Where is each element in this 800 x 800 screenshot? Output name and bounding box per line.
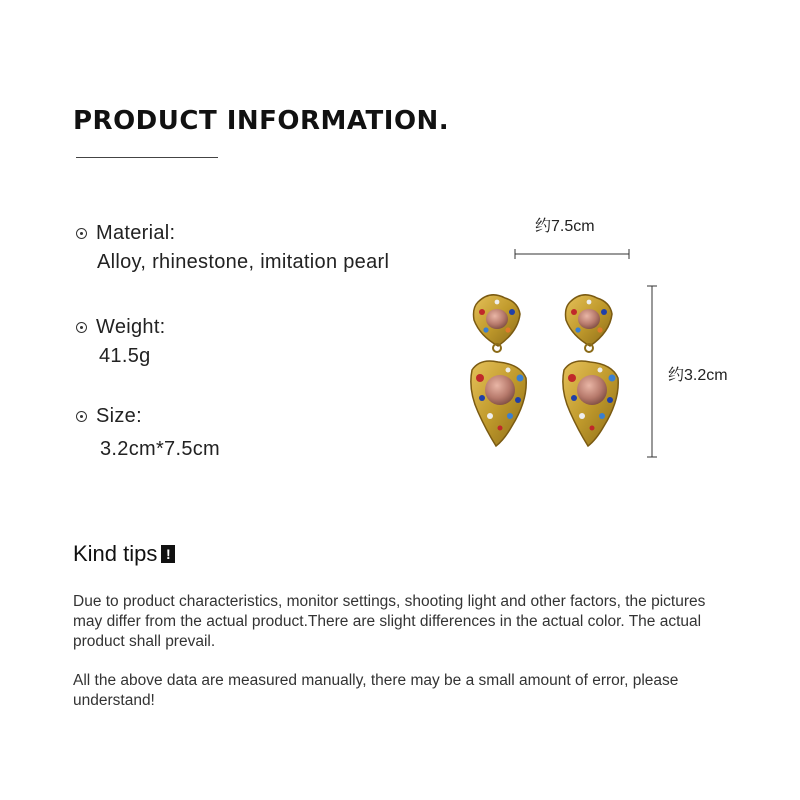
page-title: PRODUCT INFORMATION. xyxy=(73,106,450,136)
spec-label: Weight: xyxy=(96,316,166,338)
spec-value: 41.5g xyxy=(99,345,151,367)
spec-weight xyxy=(76,316,166,368)
spec-material xyxy=(76,222,389,274)
right-earring xyxy=(563,295,618,446)
kind-tips-title: Kind tips xyxy=(73,541,158,566)
width-dimension-label: 约7.5cm xyxy=(535,218,595,235)
kind-tips-paragraph: All the above data are measured manually, there may be a small amount of error, please understand! xyxy=(73,672,679,709)
left-earring xyxy=(471,295,526,446)
height-dimension-label: 约3.2cm xyxy=(668,367,728,384)
bullet-icon xyxy=(76,322,87,333)
earrings-image xyxy=(460,280,640,455)
title-divider xyxy=(76,157,218,158)
kind-tips-paragraph: Due to product characteristics, monitor settings, shooting light and other factors, the pictures may differ from the actual product.There are slight differences in the actual color. The actual product shall prevail. xyxy=(73,593,706,650)
bullet-icon xyxy=(76,411,87,422)
spec-label: Material: xyxy=(96,222,176,244)
spec-value: 3.2cm*7.5cm xyxy=(100,438,221,460)
spec-label: Size: xyxy=(96,405,142,427)
exclamation-icon: ! xyxy=(161,545,175,563)
spec-size xyxy=(76,405,220,461)
kind-tips-heading xyxy=(73,541,175,567)
spec-value: Alloy, rhinestone, imitation pearl xyxy=(97,251,390,273)
bullet-icon xyxy=(76,228,87,239)
